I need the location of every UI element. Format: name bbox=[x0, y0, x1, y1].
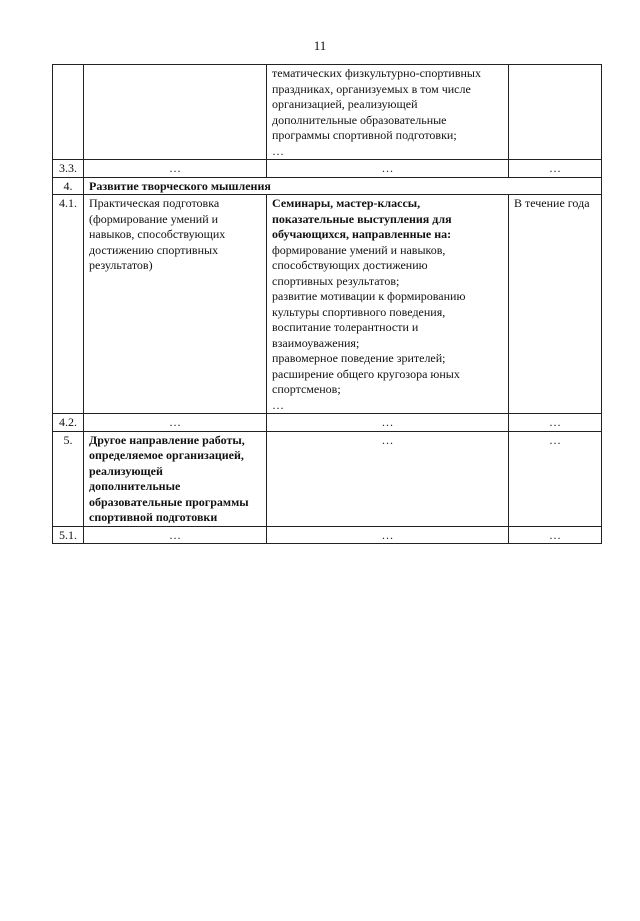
activities-cell bbox=[267, 195, 509, 414]
timing-cell: … bbox=[509, 160, 602, 178]
activity-heading-line: Семинары, мастер-классы, bbox=[272, 196, 421, 210]
table-row bbox=[53, 414, 602, 432]
activity-line: … bbox=[272, 143, 284, 158]
activities-cell: … bbox=[267, 431, 509, 526]
table-row bbox=[53, 526, 602, 544]
timing-cell: … bbox=[509, 526, 602, 544]
row-number: 4.1. bbox=[53, 195, 84, 414]
activity-line: … bbox=[272, 397, 284, 412]
activity-heading-line: обучающихся, направленные на: bbox=[272, 227, 452, 241]
activity-line: спортивных результатов; bbox=[272, 273, 400, 288]
table-row bbox=[53, 65, 602, 160]
activities-cell: … bbox=[267, 160, 509, 178]
row-number: 4. bbox=[53, 177, 84, 195]
direction-line: навыков, способствующих bbox=[89, 227, 226, 241]
direction-cell: … bbox=[84, 414, 267, 432]
activity-table bbox=[52, 64, 602, 544]
direction-line: определяемое организацией, bbox=[89, 448, 244, 462]
table-row bbox=[53, 160, 602, 178]
activity-line: праздниках, организуемых в том числе bbox=[272, 81, 471, 96]
activity-line: развитие мотивации к формированию bbox=[272, 289, 466, 303]
activity-heading-line: показательные выступления для bbox=[272, 211, 452, 226]
activity-line: программы спортивной подготовки; bbox=[272, 128, 457, 142]
section-row bbox=[53, 177, 602, 195]
timing-cell: … bbox=[509, 431, 602, 526]
table-row bbox=[53, 431, 602, 526]
timing-cell: В течение года bbox=[509, 195, 602, 414]
activity-line: взаимоуважения; bbox=[272, 335, 360, 350]
row-number: 4.2. bbox=[53, 414, 84, 432]
direction-line: дополнительные bbox=[89, 479, 181, 493]
row-number bbox=[53, 65, 84, 160]
activity-line: культуры спортивного поведения, bbox=[272, 304, 446, 319]
direction-cell bbox=[84, 431, 267, 526]
activities-cell bbox=[267, 65, 509, 160]
activity-line: спортсменов; bbox=[272, 382, 341, 396]
activity-line: способствующих достижению bbox=[272, 258, 428, 272]
table-row bbox=[53, 195, 602, 414]
activity-line: организацией, реализующей bbox=[272, 97, 418, 111]
direction-cell: … bbox=[84, 160, 267, 178]
timing-cell: … bbox=[509, 414, 602, 432]
activity-line: дополнительные образовательные bbox=[272, 112, 447, 127]
direction-cell bbox=[84, 195, 267, 414]
direction-line: образовательные программы bbox=[89, 494, 249, 509]
direction-line: (формирование умений и bbox=[89, 211, 219, 226]
row-number: 5. bbox=[53, 431, 84, 526]
activity-line: воспитание толерантности и bbox=[272, 320, 419, 334]
direction-cell: … bbox=[84, 526, 267, 544]
activities-cell: … bbox=[267, 414, 509, 432]
direction-line: спортивной подготовки bbox=[89, 510, 218, 524]
page-number: 11 bbox=[313, 38, 327, 53]
timing-cell bbox=[509, 65, 602, 160]
activities-cell: … bbox=[267, 526, 509, 544]
row-number: 3.3. bbox=[53, 160, 84, 178]
direction-cell bbox=[84, 65, 267, 160]
activity-line: правомерное поведение зрителей; bbox=[272, 351, 446, 365]
activity-line: расширение общего кругозора юных bbox=[272, 366, 460, 381]
direction-line: Другое направление работы, bbox=[89, 432, 245, 447]
direction-line: результатов) bbox=[89, 258, 153, 272]
section-title: Развитие творческого мышления bbox=[84, 177, 602, 195]
direction-line: Практическая подготовка bbox=[89, 196, 220, 210]
direction-line: реализующей bbox=[89, 463, 163, 478]
row-number: 5.1. bbox=[53, 526, 84, 544]
activity-line: формирование умений и навыков, bbox=[272, 242, 446, 257]
direction-line: достижению спортивных bbox=[89, 242, 219, 257]
activity-line: тематических физкультурно-спортивных bbox=[272, 66, 481, 80]
